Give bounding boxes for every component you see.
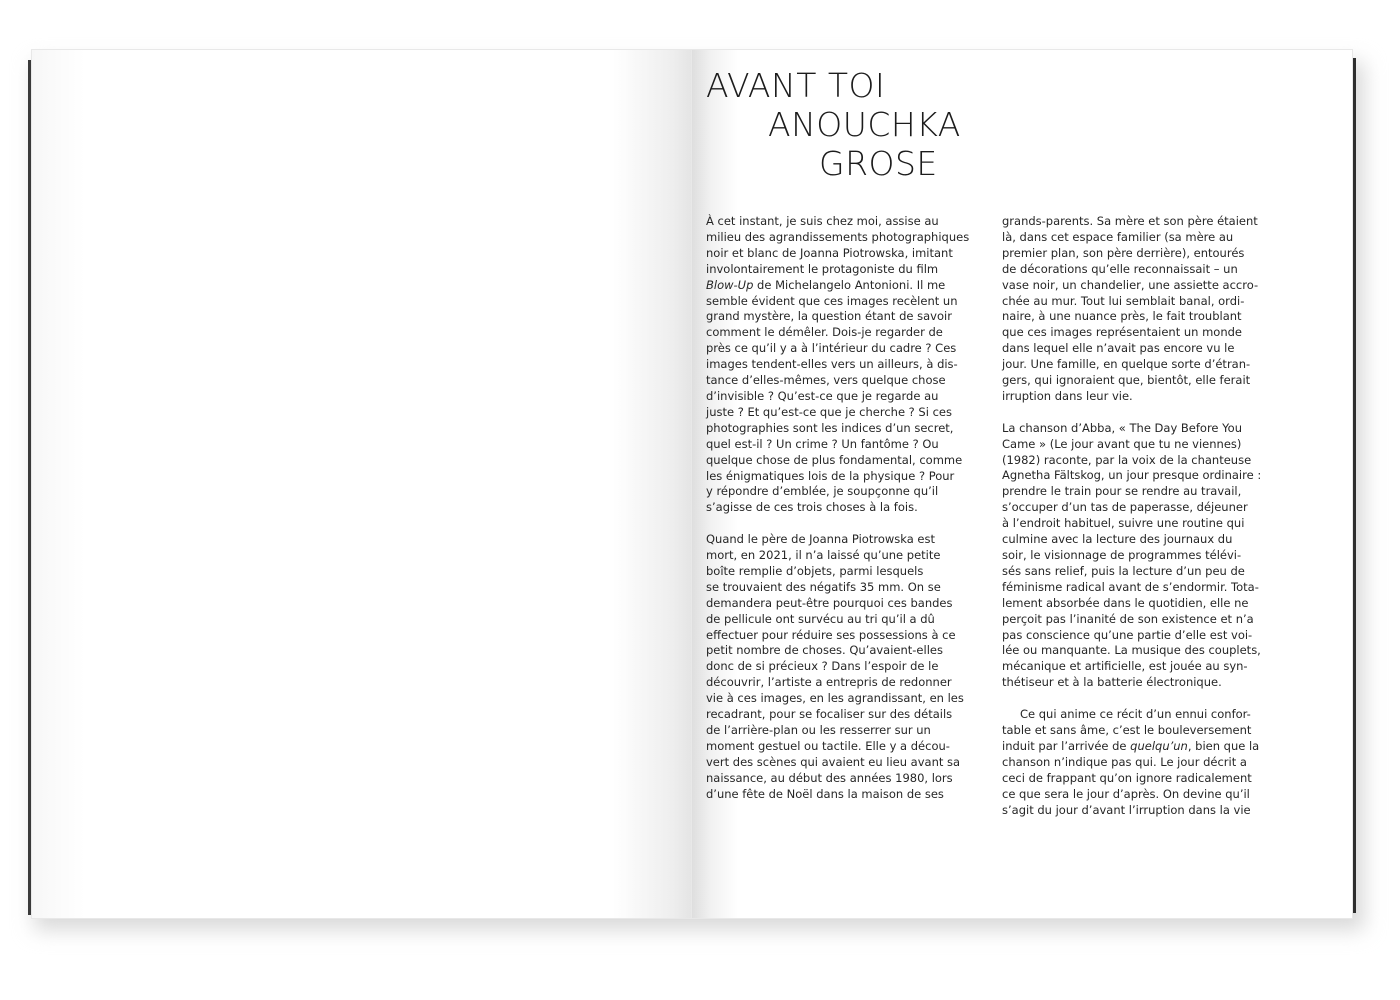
text-line: demandera peut-être pourquoi ces bandes [706,595,953,610]
text-line: Agnetha Fältskog, un jour presque ordinaire : [1002,468,1262,483]
text-line: soir, le visionnage de programmes télévi- [1002,548,1242,563]
text-line: jour. Une famille, en quelque sorte d’étran- [1002,357,1251,372]
paragraph [1002,707,1274,818]
text-line [706,278,978,294]
text-segment: induit par l’arrivée de [1002,738,1131,753]
text-line: Came » (Le jour avant que tu ne viennes) [1002,436,1242,451]
text-line: s’agisse de ces trois choses à la fois. [706,500,918,515]
text-line: se trouvaient des négatifs 35 mm. On se [706,579,941,594]
text-line: naissance, au début des années 1980, lors [706,770,953,785]
text-line: que ces images représentaient un monde [1002,325,1243,340]
text-line: boîte remplie d’objets, parmi lesquels [706,563,924,578]
text-line: découvrir, l’artiste a entrepris de redonner [706,675,952,690]
paragraph [706,214,978,516]
paragraph [1002,214,1274,405]
text-line: quelque chose de plus fondamental, comme [706,452,963,467]
text-line: vert des scènes qui avaient eu lieu avant sa [706,754,961,769]
title-line-1: AVANT TOI [706,66,886,105]
title-line-2: ANOUCHKA [768,105,961,144]
text-line: photographies sont les indices d’un secret, [706,420,954,435]
text-line: Ce qui anime ce récit d’un ennui confor- [1020,707,1251,722]
text-line: d’invisible ? Qu’est-ce que je regarde au [706,388,939,403]
text-line: féminisme radical avant de s’endormir. Tota- [1002,579,1259,594]
text-column-2 [1002,214,1274,834]
text-line: À cet instant, je suis chez moi, assise au [706,214,939,228]
text-line: d’une fête de Noël dans la maison de ses [706,786,944,801]
text-line: images tendent-elles vers un ailleurs, à dis- [706,357,958,372]
text-line: mécanique et artificielle, est jouée au syn- [1002,659,1248,674]
text-line: dans lequel elle n’avait pas encore vu le [1002,341,1235,356]
italic-text: quelqu’un [1130,738,1188,753]
text-line: prendre le train pour se rendre au travail, [1002,484,1242,499]
text-line: quel est-il ? Un crime ? Un fantôme ? Ou [706,436,939,451]
text-line: moment gestuel ou tactile. Elle y a décou- [706,738,950,753]
title-line-3: GROSE [819,144,938,183]
text-line: s’occuper d’un tas de paperasse, déjeuner [1002,500,1248,515]
paragraph [1002,421,1274,691]
text-line: tance d’elles-mêmes, vers quelque chose [706,373,946,388]
text-line: petit nombre de choses. Qu’avaient-elles [706,643,943,658]
text-line: lement absorbée dans le quotidien, elle ne [1002,595,1249,610]
text-line: recadrant, pour se focaliser sur des détails [706,707,953,722]
text-line: premier plan, son père derrière), entourés [1002,245,1245,260]
text-line: gers, qui ignoraient que, bientôt, elle ferait [1002,373,1251,388]
text-line: chée au mur. Tout lui semblait banal, ordi- [1002,293,1245,308]
text-column-1 [706,214,978,818]
text-line: à l’endroit habituel, suivre une routine qui [1002,516,1245,531]
text-line: grands-parents. Sa mère et son père étaient [1002,214,1258,228]
text-line: ceci de frappant qu’on ignore radicalement [1002,770,1252,785]
text-line: chanson n’indique pas qui. Le jour décrit a [1002,754,1247,769]
text-line: juste ? Et qu’est-ce que je cherche ? Si ces [706,404,952,419]
text-line: sés sans relief, puis la lecture d’un peu de [1002,563,1245,578]
text-line: mort, en 2021, il n’a laissé qu’une petite [706,548,941,563]
text-line: de décorations qu’elle reconnaissait – un [1002,261,1238,276]
essay-title [706,66,961,183]
text-line: de pellicule ont survécu au tri qu’il a dû [706,611,935,626]
text-line: irruption dans leur vie. [1002,388,1133,403]
text-line: semble évident que ces images recèlent un [706,293,958,308]
text-line: pas conscience qu’une partie d’elle est voi- [1002,627,1253,642]
text-line [1002,739,1274,755]
text-line: y répondre d’emblée, je soupçonne qu’il [706,484,939,499]
text-line: perçoit pas l’inanité de son existence et n’a [1002,611,1254,626]
text-segment: , bien que la [1187,738,1260,753]
text-line: thétiseur et à la batterie électronique. [1002,675,1222,690]
text-line: (1982) raconte, par la voix de la chanteuse [1002,452,1252,467]
text-line: là, dans cet espace familier (sa mère au [1002,229,1234,244]
text-line: Quand le père de Joanna Piotrowska est [706,532,935,547]
text-line: de l’arrière-plan ou les resserrer sur un [706,722,931,737]
text-line: vase noir, un chandelier, une assiette accro- [1002,277,1259,292]
text-line: culmine avec la lecture des journaux du [1002,532,1233,547]
text-line: naire, à une nuance près, le fait troublant [1002,309,1242,324]
text-line: près ce qu’il y a à l’intérieur du cadre ? Ces [706,341,957,356]
text-line: les énigmatiques lois de la physique ? Pour [706,468,955,483]
text-line: grand mystère, la question étant de savoir [706,309,952,324]
text-line: donc de si précieux ? Dans l’espoir de le [706,659,939,674]
text-line: La chanson d’Abba, « The Day Before You [1002,420,1242,435]
text-line: table et sans âme, c’est le bouleversement [1002,722,1252,737]
text-line: lée ou manquante. La musique des couplets, [1002,643,1261,658]
text-line: involontairement le protagoniste du film [706,261,939,276]
text-line: s’agit du jour d’avant l’irruption dans la vie [1002,802,1251,817]
left-page-blank [32,50,692,918]
text-line: vie à ces images, en les agrandissant, en les [706,691,964,706]
text-line: comment le démêler. Dois-je regarder de [706,325,943,340]
text-line: effectuer pour réduire ses possessions à ce [706,627,956,642]
text-line: ce que sera le jour d’après. On devine qu’il [1002,786,1250,801]
italic-text: Blow-Up [706,277,754,292]
paragraph [706,532,978,802]
text-line: noir et blanc de Joanna Piotrowska, imitant [706,245,953,260]
text-segment: de Michelangelo Antonioni. Il me [753,277,946,292]
text-line: milieu des agrandissements photographiques [706,229,970,244]
